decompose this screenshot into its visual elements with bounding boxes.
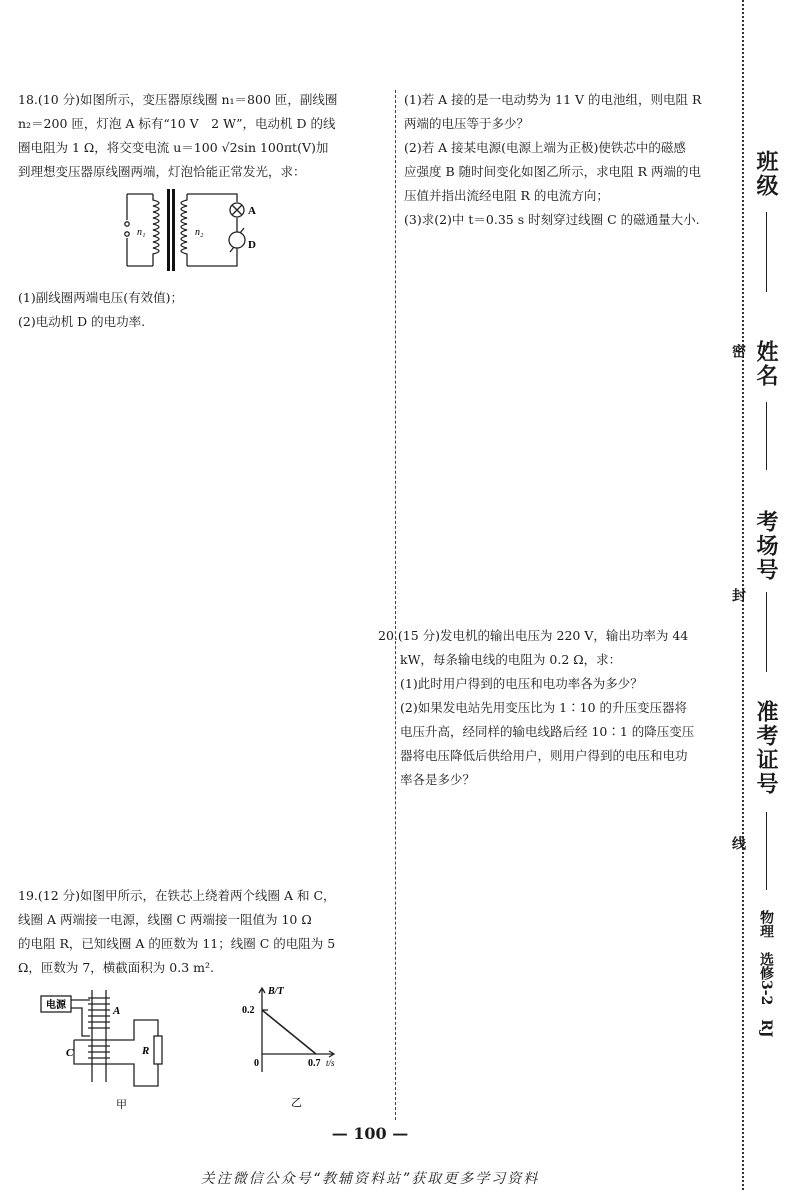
q19-line: 线圈 A 两端接一电源，线圈 C 两端接一阻值为 10 Ω [18,912,312,927]
q18-part: (2)电动机 D 的电功率. [18,314,146,329]
q18-part: (1)副线圈两端电压(有效值)； [18,290,183,305]
q19-line: 19.(12 分)如图甲所示，在铁芯上绕着两个线圈 A 和 C， [18,888,336,903]
column-divider [395,90,396,1120]
b-t-line [262,1010,316,1054]
figure-jia-caption: 甲 [116,1099,127,1110]
question-20 [378,624,738,792]
q19-part: 应强度 B 随时间变化如图乙所示，求电阻 R 两端的电 [404,164,701,179]
q18-transformer-figure [115,186,275,274]
coil-a-label: A [113,1005,121,1017]
q19-part: (3)求(2)中 t＝0.35 s 时刻穿过线圈 C 的磁通量大小. [404,212,700,227]
q19-figure-jia [38,990,198,1110]
seal-mark-feng: 封 [730,588,746,602]
coil-c-label: C [66,1047,74,1059]
q20-part: (2)如果发电站先用变压比为 1∶10 的升压变压器将 [400,700,688,715]
ticket-number-field-line[interactable] [766,812,767,890]
ticket-number-label: 准考证号 [753,700,779,796]
page-number: — 100 — [331,1124,409,1143]
question-19 [18,884,363,980]
q18-line: n₂＝200 匝，灯泡 A 标有“10 V 2 W”，电动机 D 的线 [18,116,336,131]
b-axis-label: B/T [268,986,284,997]
q20-line: 20.(15 分)发电机的输出电压为 220 V，输出功率为 44 [378,628,689,643]
q19-part: 两端的电压等于多少？ [404,116,530,131]
footer-note: 关注微信公众号“教辅资料站”获取更多学习资料 [200,1171,540,1187]
question-18 [18,88,363,184]
question-18-parts [18,286,363,334]
seal-mark-mi: 密 [730,344,746,358]
q18-line: 到理想变压器原线圈两端，灯泡恰能正常发光，求： [18,164,306,179]
q18-line: 圈电阻为 1 Ω，将交变电流 u＝100 √2sin 100πt(V)加 [18,140,329,155]
resistor-label: R [142,1045,150,1057]
q19-part: 压值并指出流经电阻 R 的电流方向； [404,188,609,203]
q19-part: (1)若 A 接的是一电动势为 11 V 的电池组，则电阻 R [404,92,702,107]
class-label: 班级 [753,150,779,198]
subject-label: 物理 选修3-2 RJ [758,910,774,1038]
q19-line: 的电阻 R，已知线圈 A 的匝数为 11；线圈 C 的电阻为 5 [18,936,336,951]
lamp-label: A [248,205,256,217]
x-tick-0-7: 0.7 [308,1058,321,1069]
exam-room-label: 考场号 [753,510,779,582]
source-label: 电源 [46,1000,66,1011]
n2-label: n₂ [195,227,204,238]
origin-label: 0 [254,1058,259,1069]
name-field-line[interactable] [766,402,767,470]
motor-label: D [248,239,256,251]
t-axis-label: t/s [326,1058,335,1068]
class-field-line[interactable] [766,212,767,292]
seal-mark-xian: 线 [730,836,746,850]
figure-yi-caption: 乙 [291,1097,302,1109]
exam-room-field-line[interactable] [766,592,767,672]
q19-figure-yi [238,980,358,1110]
q18-line: 18.(10 分)如图所示，变压器原线圈 n₁＝800 匝，副线圈 [18,92,338,107]
y-tick-0-2: 0.2 [242,1005,255,1016]
q19-part: (2)若 A 接某电源(电源上端为正极)使铁芯中的磁感 [404,140,686,155]
q19-line: Ω，匝数为 7，横截面积为 0.3 m². [18,960,214,975]
q20-part: 率各是多少？ [400,772,476,787]
q20-part: 器将电压降低后供给用户，则用户得到的电压和电功 [400,748,688,763]
name-label: 姓名 [753,340,779,388]
q20-line: kW，每条输电线的电阻为 0.2 Ω，求： [400,652,622,667]
question-19-parts [404,88,734,232]
n1-label: n₁ [137,227,146,238]
q20-part: 电压升高，经同样的输电线路后经 10∶1 的降压变压 [400,724,695,739]
q20-part: (1)此时用户得到的电压和电功率各为多少？ [400,676,643,691]
